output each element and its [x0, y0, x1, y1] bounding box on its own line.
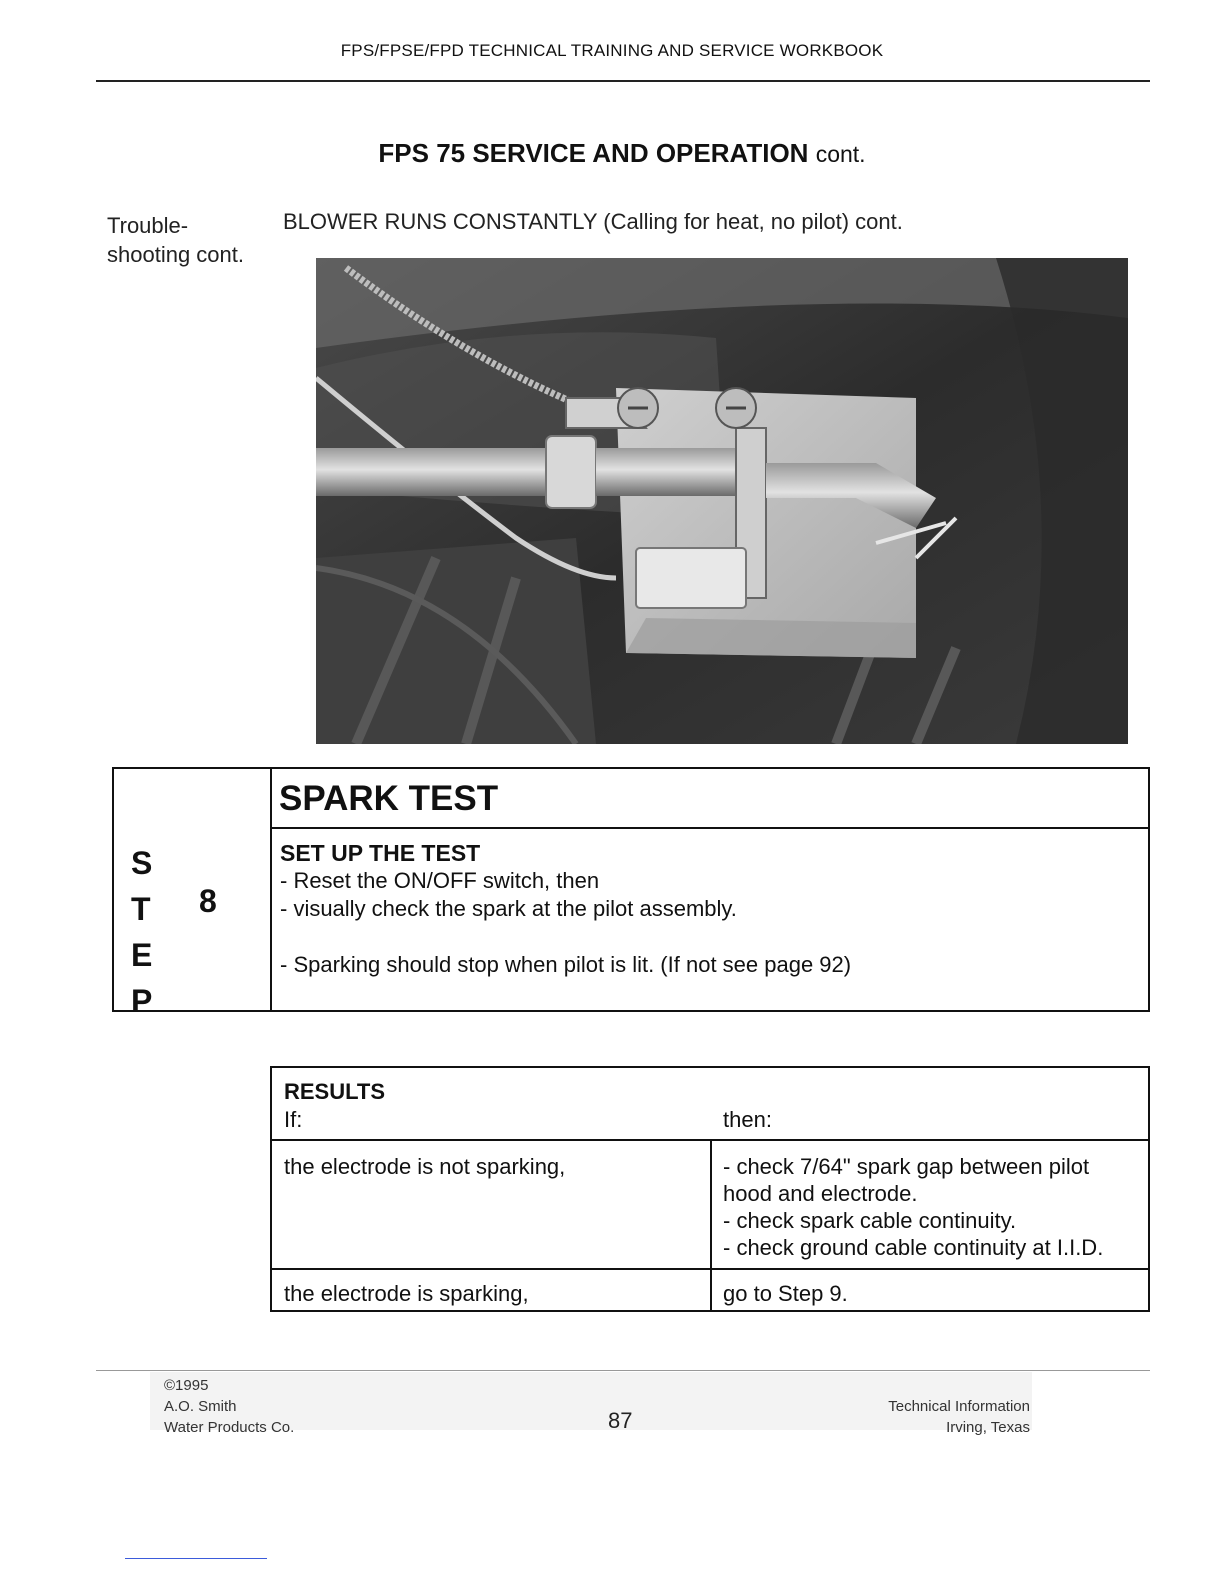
- side-label: [107, 211, 244, 269]
- results-title: RESULTS: [284, 1079, 386, 1104]
- step-title-rule: [270, 827, 1150, 829]
- step-letter-p: P: [131, 983, 153, 1019]
- result-row-1-condition: the electrode is not sparking,: [284, 1154, 566, 1179]
- section-title: [0, 138, 1224, 169]
- result-row-2-action: go to Step 9.: [723, 1281, 848, 1306]
- result-row-2-condition: the electrode is sparking,: [284, 1281, 529, 1306]
- footer-rule: [96, 1370, 1150, 1371]
- side-label-line1: Trouble-: [107, 213, 189, 238]
- result-row-1-action-4: - check ground cable continuity at I.I.D.: [723, 1235, 1104, 1260]
- footer-location: Irving, Texas: [946, 1419, 1030, 1436]
- step-label: [131, 840, 152, 1024]
- page-number: 87: [608, 1408, 633, 1433]
- step-subtitle: SET UP THE TEST: [280, 840, 481, 866]
- result-row-1-action-2: hood and electrode.: [723, 1181, 918, 1206]
- section-title-main: FPS 75 SERVICE AND OPERATION: [378, 138, 809, 168]
- pilot-assembly-photo: [316, 258, 1128, 744]
- step-instruction-2: - visually check the spark at the pilot assembly.: [280, 896, 737, 921]
- results-if-label: If:: [284, 1107, 303, 1132]
- result-row-1-action-1: - check 7/64" spark gap between pilot: [723, 1154, 1090, 1179]
- footer-left: [164, 1375, 294, 1438]
- step-title: SPARK TEST: [279, 779, 499, 818]
- result-row-1-action-3: - check spark cable continuity.: [723, 1208, 1017, 1233]
- footer-copyright: ©1995: [164, 1377, 209, 1394]
- footer-department: Technical Information: [888, 1398, 1030, 1415]
- footer-right: [830, 1396, 1030, 1438]
- side-label-line2: shooting cont.: [107, 242, 244, 267]
- step-divider: [270, 767, 272, 1012]
- running-header: FPS/FPSE/FPD TECHNICAL TRAINING AND SERVICE WORKBOOK: [340, 41, 884, 60]
- topic-heading: BLOWER RUNS CONSTANTLY (Calling for heat, no pilot) cont.: [283, 209, 903, 234]
- section-title-suffix: cont.: [815, 141, 866, 167]
- results-then-label: then:: [723, 1107, 772, 1132]
- results-column-divider: [710, 1139, 712, 1312]
- bottom-link-rule: [125, 1558, 267, 1559]
- step-letter-e: E: [131, 937, 153, 973]
- result-row-1-actions: [723, 1153, 1143, 1261]
- footer-division: Water Products Co.: [164, 1419, 295, 1436]
- footer-company: A.O. Smith: [164, 1398, 237, 1415]
- step-letter-s: S: [131, 845, 153, 881]
- step-instruction-1: - Reset the ON/OFF switch, then: [280, 868, 600, 893]
- header-rule: [96, 80, 1150, 82]
- step-letter-t: T: [131, 891, 151, 927]
- step-number: 8: [199, 883, 217, 919]
- step-instruction-3: - Sparking should stop when pilot is lit. (If not see page 92): [280, 952, 852, 977]
